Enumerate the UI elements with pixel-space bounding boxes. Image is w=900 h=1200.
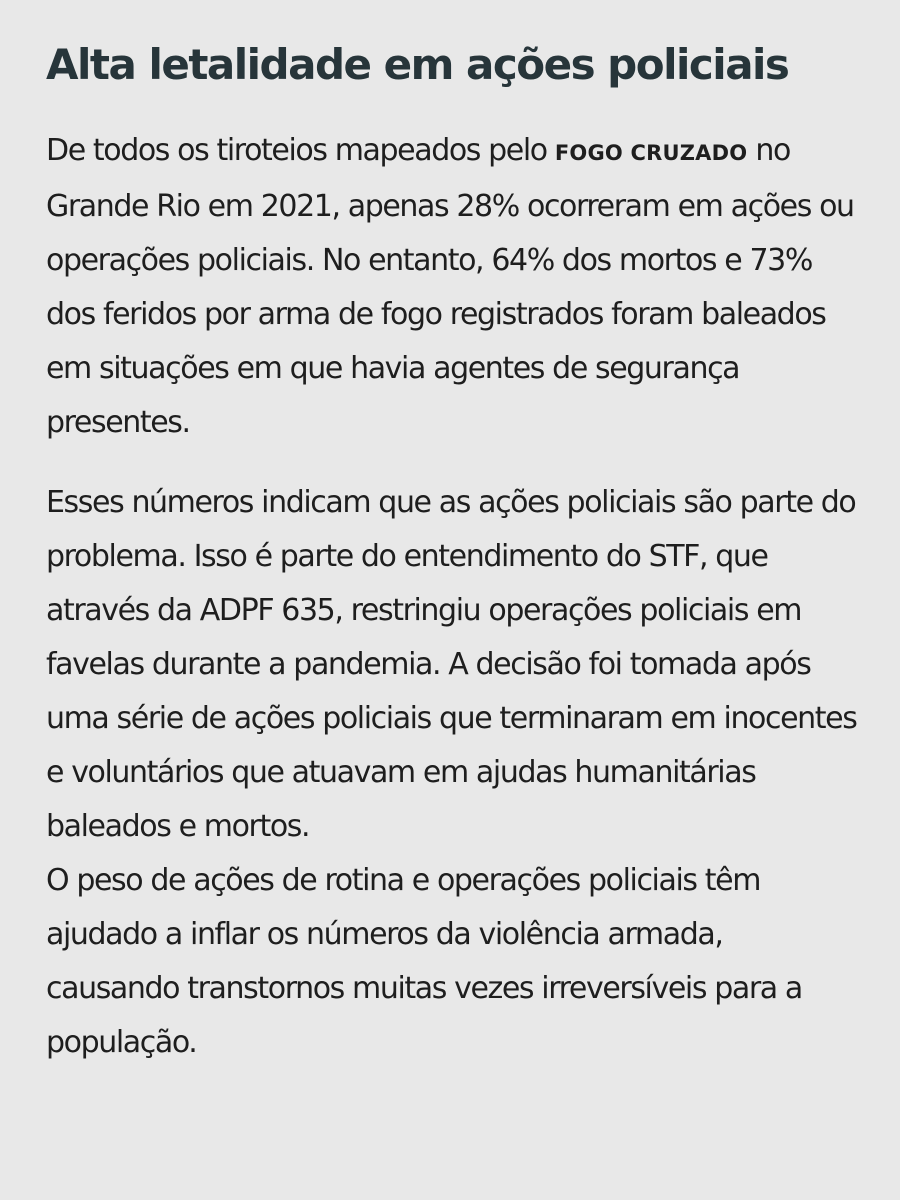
paragraph-intro-text-end: no Grande Rio em 2021, apenas 28% ocorreram em ações ou operações policiais. No entanto, 64% dos mortos e 73% dos feridos por arma de fogo registrados foram baleados em situações em que havia agentes de segurança presentes. [46, 133, 854, 440]
paragraph-intro-text-start: De todos os tiroteios mapeados pelo [46, 133, 555, 168]
paragraph-conclusion: O peso de ações de rotina e operações policiais têm ajudado a inflar os números da violência armada, causando transtornos muitas vezes irreversíveis para a população. [46, 863, 802, 1060]
paragraph-intro [46, 124, 860, 450]
brand-name-fogo-cruzado: FOGO CRUZADO [554, 141, 748, 165]
paragraph-stf-decision: Esses números indicam que as ações policiais são parte do problema. Isso é parte do entendimento do STF, que através da ADPF 635, restringiu operações policiais em favelas durante a pandemia. A decisão foi tomada após uma série de ações policiais que terminaram em inocentes e voluntários que atuavam em ajudas humanitárias baleados e mortos. [46, 485, 857, 844]
article-title: Alta letalidade em ações policiais [46, 40, 789, 89]
